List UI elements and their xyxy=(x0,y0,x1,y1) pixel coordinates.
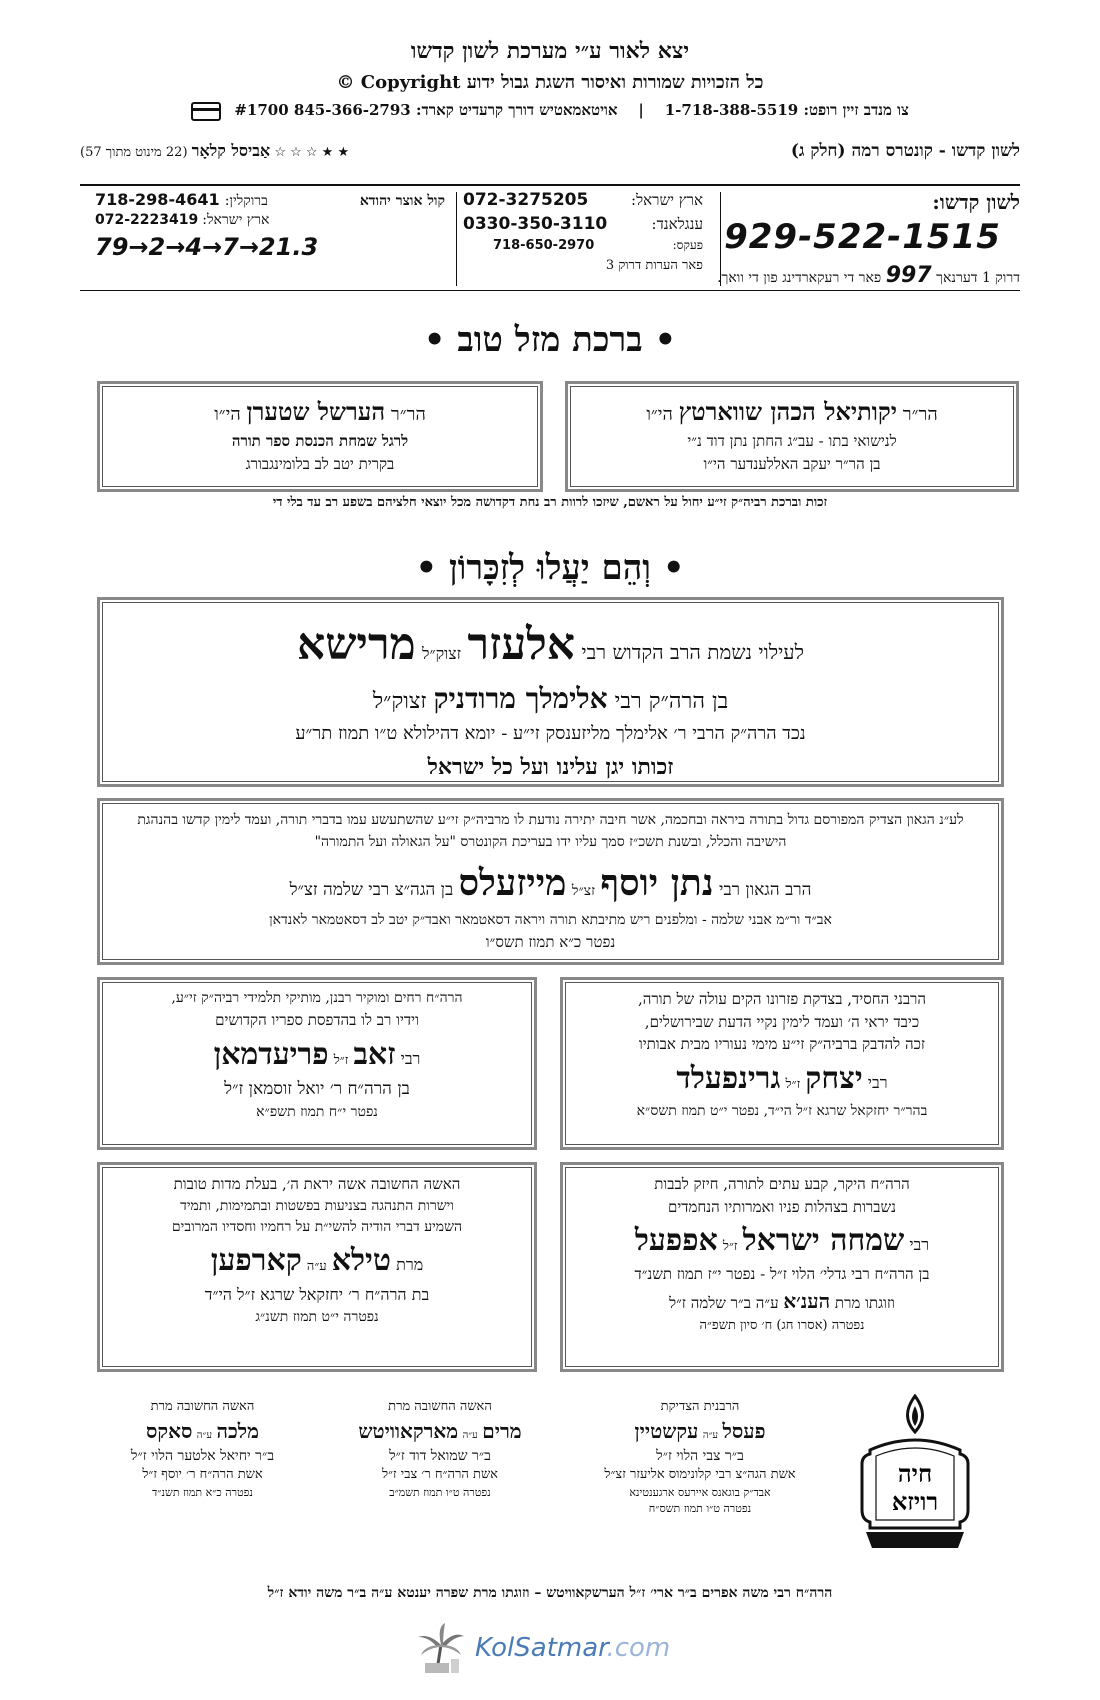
father-line: בת הרה״ח ר׳ יחזקאל שרגא ז״ל הי״ד xyxy=(204,1284,430,1304)
england-label: ענגלאנד: xyxy=(651,215,703,233)
father-line: ב״ר יחיאל אלטער הלוי ז״ל xyxy=(130,1447,275,1464)
main-hotline xyxy=(705,190,1020,286)
eckstein-surname: עקשטיין xyxy=(634,1418,699,1443)
father-line xyxy=(114,678,987,720)
main-place-name: מרישא xyxy=(297,619,416,670)
fax-label: פעקס: xyxy=(672,238,703,252)
date-line: נפטרה כ״א תמוז תשנ״ד xyxy=(151,1485,253,1499)
tribute-line-1: האשה החשובה אשה יראת ה׳, בעלת מדות טובות xyxy=(173,1175,461,1193)
relation-line: בן הר״ר יעקב האללענדער הי״ו xyxy=(703,454,881,473)
title-prefix: רבי xyxy=(909,1235,930,1254)
tribute-line-1: הרה״ח היקר, קבע עתים לתורה, חיזק לבבות xyxy=(654,1175,910,1193)
main-name-line xyxy=(114,612,987,678)
tribute-line-1: הרה״ח רחים ומוקיר רבנן, מותיקי תלמידי רביה״ק זי״ע, xyxy=(171,990,463,1006)
husband-line: אשת הרה״ח ר׳ יוסף ז״ל xyxy=(142,1467,263,1483)
series-title: לשון קדשו - קונטרס רמה (חלק ג) xyxy=(790,140,1020,161)
mazel-tov-title: • ברכת מזל טוב • xyxy=(423,320,677,360)
honoree-name: הערשל שטערן xyxy=(246,397,386,426)
sponsor-credit: הרה״ח רבי משה אפרים ב״ר ארי׳ ז״ל הערשקאוויטש – וזוגתו מרת שפרה יענטא ע״ה ב״ר משה יודא ז״ל xyxy=(267,1585,833,1601)
memorial-main-box xyxy=(97,597,1004,787)
honoree-line xyxy=(114,394,526,430)
memorial-apfel-box xyxy=(560,1162,1004,1372)
eckstein-name-line xyxy=(575,1417,825,1446)
karpen-first-name: טילא xyxy=(331,1242,392,1278)
apfel-surname: אפפעל xyxy=(634,1223,718,1258)
clock-info xyxy=(80,141,349,161)
memorial-markowitz xyxy=(320,1398,560,1501)
memorial-eckstein xyxy=(575,1398,825,1517)
blessing-line: זכות וברכת רביה״ק זי״ע יחול על ראשם, שיזכו לרוות רב נחת דקדושה מכל יוצאי חלציהם בשפע רב עד בלי די xyxy=(272,495,828,510)
memorial-title: • וְהֵם יַעֲלוּ לְזִכָּרוֹן • xyxy=(415,548,685,588)
auto-credit: אויטאמאטיש דורך קרעדיט קארד: 845-366-2793 #1700 xyxy=(234,101,618,119)
meisels-first-name: נתן יוסף xyxy=(600,861,714,904)
mazel-tov-box-right xyxy=(565,381,1019,492)
wife-line xyxy=(573,1286,991,1316)
menu-code: 79→2→4→7→21.3 xyxy=(95,233,319,261)
title-suffix: הי״ו xyxy=(214,404,241,425)
divider-vertical xyxy=(456,192,457,286)
honoree-line xyxy=(582,394,1002,430)
brooklyn-row xyxy=(95,190,268,210)
honoree-name: יקותיאל הכהן שווארטץ xyxy=(678,397,898,426)
tribute-line-1: הרבני החסיד, בצדקת פזרונו הקים עולה של תורה, xyxy=(637,990,927,1008)
title-line: האשה החשובה מרת xyxy=(388,1399,492,1414)
markowitz-name-line xyxy=(320,1417,560,1446)
logo-line-2: רויזא xyxy=(891,1487,939,1516)
honorific: ע״ה xyxy=(196,1429,213,1441)
title-prefix: הרב הגאון רבי xyxy=(719,879,812,900)
wife-father: ע״ה ב״ר שלמה ז״ל xyxy=(669,1293,779,1312)
candle-icon xyxy=(840,1392,990,1560)
tribute-line-2: וידיו רב לו בהדפסת ספריו הקדושים xyxy=(215,1011,419,1029)
eretz-number[interactable]: 072-2223419 xyxy=(95,212,199,228)
honorific: ז״ל xyxy=(785,1076,801,1092)
husband-line: אשת הגה״צ רבי קלונימוס אליעזר זצ״ל xyxy=(604,1467,796,1483)
kol-label: קול אוצר יהודא xyxy=(359,193,445,209)
israel-label: ארץ ישראל: xyxy=(631,191,703,209)
mazel-tov-box-left xyxy=(97,381,543,492)
father-line: ב״ר צבי הלוי ז״ל xyxy=(656,1447,744,1464)
greenfeld-first-name: יצחק xyxy=(805,1060,863,1096)
lineage-line: נכד הרה״ק הרבי ר׳ אלימלך מליזענסק זי״ע - יומא דהילולא ט״ו תמוז תר״ע xyxy=(295,723,806,744)
palm-tree-icon xyxy=(415,1621,467,1675)
apfel-first-name: שמחה ישראל xyxy=(742,1223,905,1258)
honorific: ע״ה xyxy=(306,1258,327,1274)
husband-position-line: אבד״ק בוגאנס איירעס ארגענטינא xyxy=(629,1485,771,1499)
karpen-name-line xyxy=(110,1238,524,1283)
merit-line: זכותו יגן עלינו ועל כל ישראל xyxy=(427,754,674,780)
date-line: נפטרה י״ט תמוז תשנ״ג xyxy=(255,1308,379,1325)
title-prefix: רבי xyxy=(867,1072,888,1092)
memorial-meisels-box xyxy=(97,798,1004,965)
honorific: זצוק״ל xyxy=(422,644,462,663)
fax-number[interactable]: 718-650-2970 xyxy=(493,238,595,253)
tribute-line-2: נשברות בצהלות פניו ואמרותיו הנחמדים xyxy=(667,1197,897,1216)
greenfeld-surname: גרינפעלד xyxy=(676,1060,781,1096)
title-prefix: הר״ר xyxy=(390,404,426,425)
press-prefix: דרוק 1 דערנאך xyxy=(936,270,1020,286)
husband-line: אשת הרה״ח ר׳ צבי ז״ל xyxy=(382,1467,498,1483)
clock-title: אַביסל קלאָר xyxy=(191,140,271,160)
memorial-karpen-box xyxy=(97,1162,537,1372)
site-name-tld: .com xyxy=(606,1633,671,1663)
title-line: האשה החשובה מרת xyxy=(150,1399,255,1414)
brooklyn-number[interactable]: 718-298-4641 xyxy=(95,190,220,209)
location-line: בקרית יטב לב בלומינגבורג xyxy=(245,454,395,473)
eckstein-first-name: פעסל xyxy=(722,1418,766,1443)
title-suffix: הי״ו xyxy=(646,404,673,425)
date-line: נפטרה ט״ו תמוז תשמ״ב xyxy=(389,1485,491,1499)
greenfeld-name-line xyxy=(573,1056,991,1101)
honorific: ז״ל xyxy=(722,1239,738,1254)
rating-stars: ★ ★ ☆ ☆ ☆ xyxy=(274,144,350,160)
series-line xyxy=(80,141,1020,161)
dedication-prefix: לעילוי נשמת הרב הקדוש רבי xyxy=(581,640,804,664)
site-branding[interactable] xyxy=(415,1618,695,1678)
meisels-surname: מייזעלס xyxy=(458,861,567,904)
tribute-line-2: וישרות התנהגה בצניעות בפשטות ובתמימות, ותמיד xyxy=(180,1197,454,1214)
wife-date-line: נפטרה (אסרו חג) ח׳ סיון תשפ״ה xyxy=(699,1317,865,1333)
main-first-name: אלעזר xyxy=(467,619,576,670)
publisher-line: יצא לאור ע״י מערכת לשון קדשו xyxy=(410,38,690,64)
tribute-intro: לע״נ הגאון הצדיק המפורסם גדול בתורה ביראה ובחכמה, אשר חיבה יתירה נודעת לו מרביה״ק זי״ע שהשתעשע עמו בדברי תורה, ועמד לימין קדשו בהנהגת הישיבה והכלל, ובשנת תשכ״ז סמך עליו ידו בעריכת הקונטרס "על הגאולה ועל התמורה" xyxy=(137,812,964,851)
date-line: נפטר י״ח תמוז תשפ״א xyxy=(256,1104,378,1120)
notes-instruction: פאר הערות דרוק 3 xyxy=(605,258,703,273)
press-number: 997 xyxy=(885,263,932,288)
occasion-line: לנישואי בתו - עב״ג החתן נתן דוד נ״י xyxy=(687,432,897,450)
eretz-label: ארץ ישראל: xyxy=(202,212,270,228)
honorific: ע״ה xyxy=(702,1429,719,1441)
brooklyn-label: ברוקלין: xyxy=(224,193,268,209)
wife-name: הענ׳א xyxy=(783,1288,831,1313)
memorial-friedman-box xyxy=(97,977,537,1150)
honorific: ז״ל xyxy=(333,1052,349,1068)
father-date-line: בהר״ר יחזקאל שרגא ז״ל הי״ד, נפטר י״ט תמוז תשס״א xyxy=(636,1102,928,1119)
father-line: בן הגה״צ רבי שלמה זצ״ל xyxy=(289,879,454,900)
sachs-name-line xyxy=(90,1417,315,1446)
father-name: אלימלך מרודניק xyxy=(433,682,608,715)
hotline-number[interactable]: 929-522-1515 xyxy=(724,217,1001,257)
karpen-surname: קארפען xyxy=(210,1242,302,1278)
father-prefix: בן הרה״ק רבי xyxy=(614,689,729,714)
friedman-name-line xyxy=(110,1032,524,1077)
site-name-main: KolSatmar xyxy=(475,1633,607,1663)
kol-otzar-numbers xyxy=(95,190,445,286)
friedman-surname: פריעדמאן xyxy=(213,1036,329,1072)
markowitz-surname: מארקאוויטש xyxy=(358,1418,459,1443)
tribute-line-3: השמיע דברי הודיה להשי״ת על רחמיו וחסדיו המרובים xyxy=(171,1218,463,1235)
markowitz-first-name: מרים xyxy=(482,1418,522,1443)
donate-phone: צו מנדב זיין רופט: 1-718-388-5519 xyxy=(664,101,909,119)
sachs-surname: סאקס xyxy=(146,1418,193,1443)
press-suffix: פאר די רעקארדינג פון די וואך. xyxy=(717,270,882,286)
title-prefix: רבי xyxy=(400,1048,421,1068)
father-line: ב״ר שמואל דוד ז״ל xyxy=(389,1447,491,1464)
clock-label: (22 מינוט מתוך 57) xyxy=(80,144,188,160)
divider-vertical xyxy=(720,192,721,286)
sachs-first-name: מלכה xyxy=(216,1418,259,1443)
father-line: בן הרה״ח ר׳ יואל זוסמאן ז״ל xyxy=(224,1078,410,1099)
donation-line: צו מנדב זיין רופט: 1-718-388-5519 | אויטאמאטיש דורך קרעדיט קארד: 845-366-2793 #1700 xyxy=(80,101,1020,121)
hotline-title: לשון קדשו: xyxy=(932,190,1020,214)
england-number[interactable]: 0330-350-3110 xyxy=(463,214,608,234)
title-prefix: מרת xyxy=(396,1254,424,1274)
site-name[interactable] xyxy=(475,1633,670,1663)
apfel-name-line xyxy=(573,1218,991,1263)
honorific: ע״ה xyxy=(462,1429,478,1441)
israel-number[interactable]: 072-3275205 xyxy=(463,190,589,210)
honorific: זצ״ל xyxy=(571,882,596,899)
meisels-name-line xyxy=(120,856,981,910)
memorial-greenfeld-box xyxy=(560,977,1004,1150)
logo-line-1: חיה xyxy=(897,1459,933,1488)
date-line: נפטרה ט״ו תמוז תשס״ח xyxy=(648,1501,752,1515)
copyright-line: כל הזכויות שמורות ואיסור השגת גבול ידוע Copyright © xyxy=(336,72,764,93)
divider-top xyxy=(80,184,1020,186)
credit-card-icon xyxy=(191,102,221,121)
tribute-line-3: זכה להדבק ברביה״ק זי״ע מימי נעוריו מבית אבותיו xyxy=(638,1035,926,1053)
international-numbers xyxy=(463,190,703,286)
friedman-first-name: זאב xyxy=(353,1036,396,1072)
wife-prefix: וזוגתו מרת xyxy=(834,1293,895,1312)
date-line: נפטר כ״א תמוז תשס״ו xyxy=(485,932,616,951)
title-line: הרבנית הצדיקת xyxy=(660,1399,740,1414)
title-prefix: הר״ר xyxy=(902,404,938,425)
occasion-line: לרגל שמחת הכנסת ספר תורה xyxy=(231,432,409,450)
positions-line: אב״ד ור״מ אבני שלמה - ומלפנים ריש מתיבתא תורה ויראה דסאטמאר ואבד״ק יטב לב דסאטמאר לאנדאן xyxy=(269,911,832,928)
tribute-line-2: כיבד יראי ה׳ ועמד לימין נקיי הדעת שבירושלים, xyxy=(644,1012,920,1031)
father-honorific: זצוק״ל xyxy=(372,689,427,714)
divider-bottom xyxy=(80,290,1020,291)
memorial-sachs xyxy=(90,1398,315,1501)
press-instructions xyxy=(705,263,1020,288)
father-date-line: בן הרה״ח רבי גדלי׳ הלוי ז״ל - נפטר י״ז תמוז תשנ״ד xyxy=(634,1265,930,1283)
masthead xyxy=(80,38,1020,161)
